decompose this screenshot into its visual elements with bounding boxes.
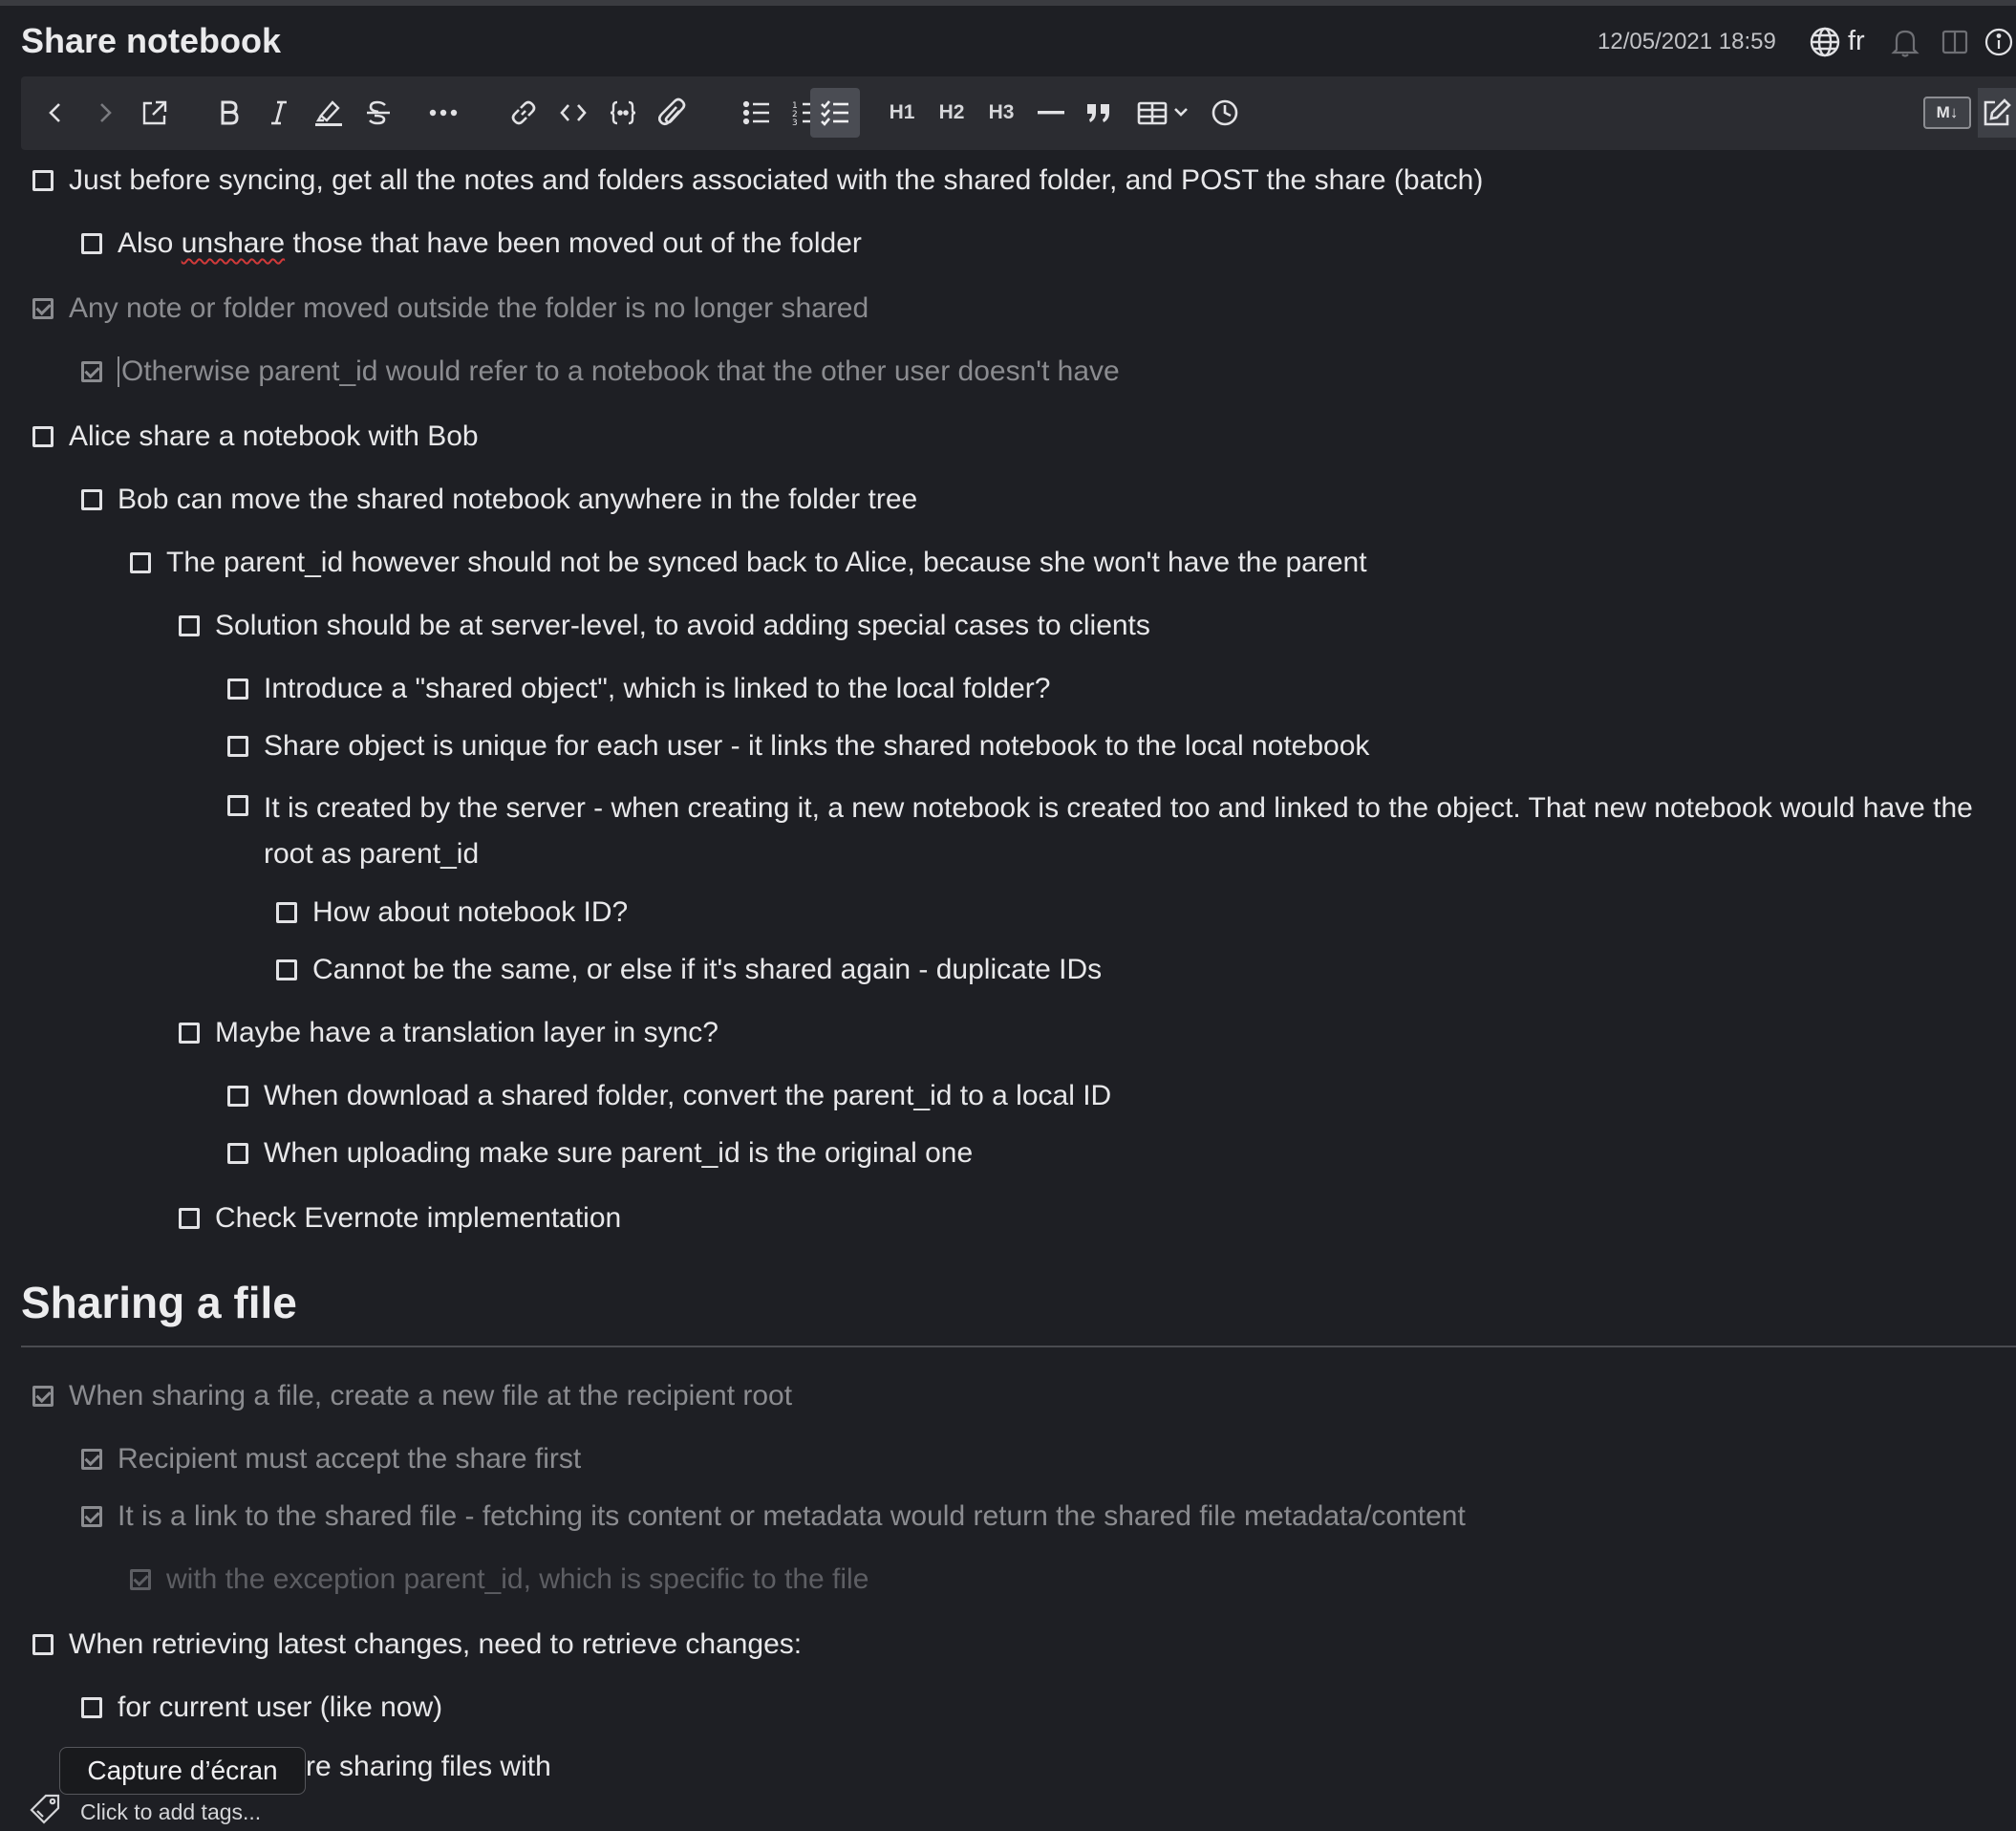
heading-divider (21, 1346, 2016, 1347)
checklist-item (130, 547, 1367, 579)
checkbox[interactable] (130, 552, 151, 573)
screenshot-tooltip: Capture d’écran (59, 1747, 306, 1795)
info-icon[interactable] (1984, 23, 2016, 61)
checklist-item (32, 164, 1483, 197)
checklist-item-text[interactable]: for current user (like now) (118, 1691, 443, 1723)
checklist-item-text[interactable]: Introduce a "shared object", which is linked to the local folder? (264, 673, 1051, 704)
checklist-item-partial (306, 1751, 551, 1783)
text-cursor (118, 356, 119, 387)
tag-bar[interactable] (29, 1793, 261, 1831)
language-selector[interactable]: fr (1848, 26, 1865, 56)
checklist-item-text[interactable]: re sharing files with (306, 1751, 551, 1782)
note-datetime: 12/05/2021 18:59 (1598, 29, 1776, 54)
paperclip-icon[interactable] (652, 88, 694, 138)
heading2-button[interactable]: H2 (938, 101, 965, 123)
checklist-item-done (32, 292, 869, 325)
editor-toolbar (21, 76, 2016, 150)
checklist-item-text[interactable]: Share object is unique for each user - it links the shared notebook to the local notebook (264, 730, 1370, 762)
checklist-item-text[interactable]: Just before syncing, get all the notes and folders associated with the shared folder, and POST the share (batch) (69, 164, 1484, 196)
checklist-item-done (81, 1443, 581, 1476)
checkbox[interactable] (227, 679, 248, 700)
more-options-button[interactable] (422, 88, 464, 138)
checkbox-checked[interactable] (81, 1449, 102, 1470)
note-title[interactable]: Share notebook (21, 21, 282, 60)
checklist-item-text[interactable]: Alice share a notebook with Bob (69, 420, 479, 452)
checkbox[interactable] (227, 795, 248, 816)
checklist-item (227, 730, 1369, 763)
checkbox[interactable] (227, 1143, 248, 1164)
checkbox[interactable] (179, 1023, 200, 1044)
checklist-item (276, 954, 1102, 986)
checkbox[interactable] (81, 233, 102, 254)
code-block-button[interactable] (602, 88, 644, 138)
checklist-item (179, 610, 1150, 642)
checkbox-checked[interactable] (32, 1386, 54, 1407)
heading3-button[interactable]: H3 (988, 101, 1015, 123)
svg-text:1: 1 (792, 101, 798, 111)
table-button[interactable] (1135, 88, 1194, 138)
checklist-item (276, 896, 628, 929)
checklist-item-text[interactable]: Cannot be the same, or else if it's shared again - duplicate IDs (312, 954, 1103, 985)
checkbox[interactable] (227, 736, 248, 757)
checklist-item-text[interactable]: The parent_id however should not be synced back to Alice, because she won't have the parent (166, 547, 1367, 578)
checklist-item (81, 484, 917, 516)
horizontal-rule-button[interactable] (1030, 88, 1072, 138)
checklist-item (81, 227, 862, 260)
checkbox-checked[interactable] (81, 1506, 102, 1527)
checklist-item-text[interactable] (118, 227, 862, 260)
checklist-item (227, 1080, 1111, 1112)
highlight-button[interactable] (308, 88, 350, 138)
checkbox-checked[interactable] (81, 361, 102, 382)
globe-icon[interactable] (1806, 23, 1844, 61)
svg-text:2: 2 (792, 110, 798, 119)
checkbox[interactable] (81, 489, 102, 510)
heading1-button[interactable]: H1 (889, 101, 915, 123)
text-segment: Also (118, 227, 182, 259)
bullet-list-button[interactable] (736, 88, 778, 138)
checklist-item (32, 420, 479, 453)
markdown-badge: M↓ (1923, 97, 1971, 129)
checkbox-checked[interactable] (32, 298, 54, 319)
checklist-button[interactable] (810, 88, 860, 138)
checkbox[interactable] (276, 902, 297, 923)
checklist-item-text[interactable]: Any note or folder moved outside the folder is no longer shared (69, 292, 869, 324)
window-top-border (0, 0, 2016, 6)
checklist-item-done (130, 1563, 869, 1596)
link-button[interactable] (503, 88, 545, 138)
blockquote-button[interactable] (1078, 88, 1120, 138)
checklist-item-text[interactable]: When sharing a file, create a new file at the recipient root (69, 1380, 793, 1411)
checklist-item (179, 1017, 718, 1049)
checklist-item-text[interactable]: Check Evernote implementation (215, 1202, 622, 1234)
checklist-item-text[interactable]: When retrieving latest changes, need to retrieve changes: (69, 1628, 803, 1660)
misspelled-word[interactable]: unshare (181, 227, 286, 259)
checklist-item-text[interactable]: It is created by the server - when creating it, a new notebook is created too and linked to the object. That new notebook would have the root as parent_id (264, 792, 1973, 870)
back-button[interactable] (34, 88, 76, 138)
checklist-item-text[interactable]: Solution should be at server-level, to avoid adding special cases to clients (215, 610, 1150, 641)
layout-toggle-icon[interactable] (1936, 23, 1974, 61)
checklist-item-text[interactable]: When download a shared folder, convert the parent_id to a local ID (264, 1080, 1112, 1111)
checklist-item-text[interactable]: How about notebook ID? (312, 896, 629, 928)
tag-icon (29, 1793, 61, 1831)
insert-time-button[interactable] (1204, 88, 1246, 138)
checklist-item-text[interactable]: It is a link to the shared file - fetching its content or metadata would return the shared file metadata/content (118, 1500, 1466, 1532)
checklist-item-text[interactable]: Maybe have a translation layer in sync? (215, 1017, 718, 1048)
section-heading[interactable]: Sharing a file (21, 1278, 297, 1327)
checklist-item-text[interactable]: with the exception parent_id, which is specific to the file (166, 1563, 869, 1595)
checklist-item-done (32, 1380, 792, 1412)
checkbox[interactable] (32, 170, 54, 191)
checkbox[interactable] (32, 426, 54, 447)
checklist-item-text[interactable]: Bob can move the shared notebook anywhere in the folder tree (118, 484, 918, 515)
checkbox-checked[interactable] (130, 1569, 151, 1590)
checklist-item-done (81, 1500, 1466, 1533)
checkbox[interactable] (179, 1208, 200, 1229)
checklist-item-done (81, 355, 1120, 388)
checklist-item (179, 1202, 621, 1235)
markdown-toggle-button[interactable] (1920, 88, 1974, 138)
checkbox[interactable] (32, 1634, 54, 1655)
checklist-item (227, 673, 1050, 705)
checklist-item-text[interactable]: Otherwise parent_id would refer to a notebook that the other user doesn't have (121, 355, 1120, 387)
checklist-item (32, 1628, 802, 1661)
add-tags-label[interactable]: Click to add tags... (80, 1799, 262, 1824)
checkbox[interactable] (227, 1086, 248, 1107)
checklist-item (227, 1137, 973, 1170)
checkbox[interactable] (81, 1697, 102, 1718)
open-external-button[interactable] (134, 88, 176, 138)
text-segment: those that have been moved out of the folder (285, 227, 862, 259)
checklist-item-text[interactable]: Recipient must accept the share first (118, 1443, 582, 1475)
edit-toggle-button[interactable] (1978, 88, 2016, 138)
inline-code-button[interactable] (552, 88, 594, 138)
bell-icon[interactable] (1886, 23, 1924, 61)
svg-text:3: 3 (792, 118, 798, 126)
checkbox[interactable] (276, 959, 297, 980)
bold-button[interactable] (208, 88, 250, 138)
forward-button[interactable] (84, 88, 126, 138)
strikethrough-button[interactable] (357, 88, 399, 138)
italic-button[interactable] (258, 88, 300, 138)
checklist-item (81, 1691, 442, 1724)
checklist-item (227, 786, 2014, 877)
checkbox[interactable] (179, 615, 200, 636)
checklist-item-text[interactable]: When uploading make sure parent_id is the original one (264, 1137, 974, 1169)
